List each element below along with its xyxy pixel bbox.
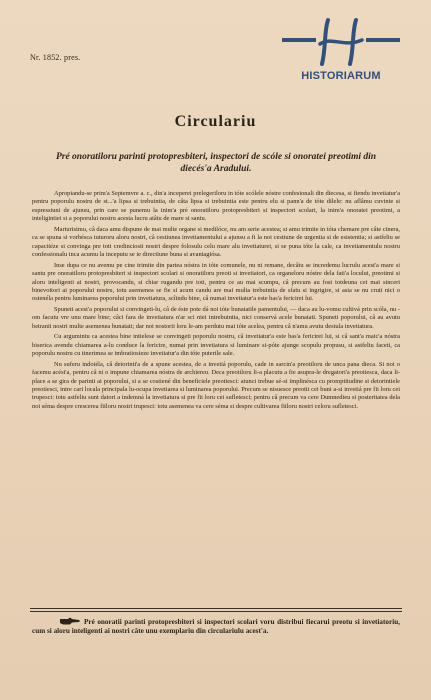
separator-rule [30,608,402,612]
document-body [32,190,400,413]
paragraph: Apropiandu-se prim'a Septemvre a. c., din'a inceperei prelegeriloru in tóte scólele nóstre confesionali din diecesa, si fiendu invetiatur'a pentru poporulu nostru de st...'a lipsa si trebuintia, de câta lipsa si trebuintia este pentru elu si pann'a de tóte dilele: nu aflâmu cuvinte si espressiuni de ajunsu, prin care se punemu la inim'a pré onoratiloru protopresbiteri si inspectori scolari, la inim'a onoratei preotimi, a inteligintiei si a poporului nostru acesta lucru atâtu de mare si santu. [32,190,400,223]
footer-note [32,617,400,636]
paragraph: Marturisimu, câ daca amu dispune de mai multe organe si medilóce, nu am serie acestea; si amu trimite in tóta chemare pre câte cinera, ca se spuna si vorbésca tuturoru aloru nostri, câ cestiunea invetiamentului a ajunsu a fi la noi cestiune de urgentia si de esistentia; si astfeliu se capacitéze si convinga pre toti credinciosii nostri despre folosulu celu mare alu invetiaturei, si se puna tóte la cale, ca invetiamentulu nostru confessionalu inca acumu la inceputu se ie directiune buna si avantagiósa. [32,225,400,259]
historiarum-logo [276,14,406,86]
paragraph: Spuneti acest'a poporului si convingeti-lu, câ de éste pote dá noi tóte bunatatile pamentului, — daca au lu-vomu cultivá prin scóla, nu -om facutu vre unu mare bine; câci fara de invetiatura n'ar sci niei intrebuintia, nici conservá acele bunatati. Spuneti poporului, câ au avutu betranii nostri multe asemenea bunatati; dar noi nostorii loru le-am perdutu mai tóte acelea, pentru câ n'amu avutu destula invetiatura. [32,305,400,330]
footer-text: Pré onoratii parinti protopresbiteri si inspectori scolari voru distribui fiecarui preotu si invetiatoriu, cum si aloru inteligenti ai nostri câte unu exemplariu din circulariulu acest'a. [32,618,400,635]
logo-text: HISTORIARUM [301,70,381,82]
paragraph: Inse dupa ce nu avemu pe cine trimite din partea nóstra in tóte comunele, nu ni remane, decâtu se incredemu lucrulu acest'a mare si santu pre onoratiloru protopresbiteri si inspectori scolari si onoratiloru preoti si invetiatori, ca organeloru nóstre dela fati'a locului, preotimi si aloru inteligenti ai nostri, provocandu, si chiar rugandu pre toti, pentru ce au mai scumpu, câ precum au fost totdeuna cei mai sinceri binevoitori ai poporului nostru, totu asemenea se fie si acum candu are mai multa trebuintia de sfatu si ingrigire, si asia se nu cruti nici o ostenéla pentru luminarea poporului prin invetiatura, scîindu bine, câ numai invetiatur'a este bas'a fericirei lui. [32,261,400,303]
document-subtitle: Pré onoratiloru parinti protopresbiteri, inspectori de scóle si onoratei preotimi din diecés'a Aradului. [55,152,377,174]
document-number: Nr. 1852. pres. [30,53,81,62]
historiarum-monogram-icon [276,14,406,70]
pointing-hand-icon [60,617,80,625]
paragraph: Nu suferu indoiéla, câ detorinti'a de a spune acestea, de a invetiá poporulu, cade in sarcin'a preotiloru de unca pana dieca. Si noi o facemu acést'a, pentru câ ni o impune chiamarea nóstra de archiereu. Deca preotiloru li-a placutu a fie asupra-le dregatori'a preotiesca, daca li-place a se gira de parinti ai poporului, si a se costiené din beneficiele preotiesci: atunci trebue sé-si implinésca cu promptitudine si detorintiele preotiesci, intre cari locala principala lu-ocupa invetiarea si luminarea poporului. Precum se nisuesce preotii cei buni a-si invetiá pre fii loru cei trupesci: totu astfeliu sunt datori a indemná la invetiatura si pre fii loru cei sufletesci; pentru câ precum va cere Dumnedieu si posteritatea dela noi séma despre crescerea fiiloru nostri trupesci: totu asemenea va cere séma si despre cultivarea fiiloru nostri celoru sufletesci. [32,360,400,410]
document-title: Circulariu [174,113,257,130]
paragraph: Cu argumintu ca acestea bine intielese se convingeti poporulu nostru, câ invetiatur'a este bas'a fericirei lui, si câ sant'a maic'a nóstra biserica avendu chiamarea a-lu conduce la fericire, numai prin invetiatura si luminare si-póte ajunge scopulu propusu, si astfeliu faceti, ca poporulu nostru cu tinerimea se imbratiosieze invetiatur'a din tóte puterile sale. [32,333,400,358]
